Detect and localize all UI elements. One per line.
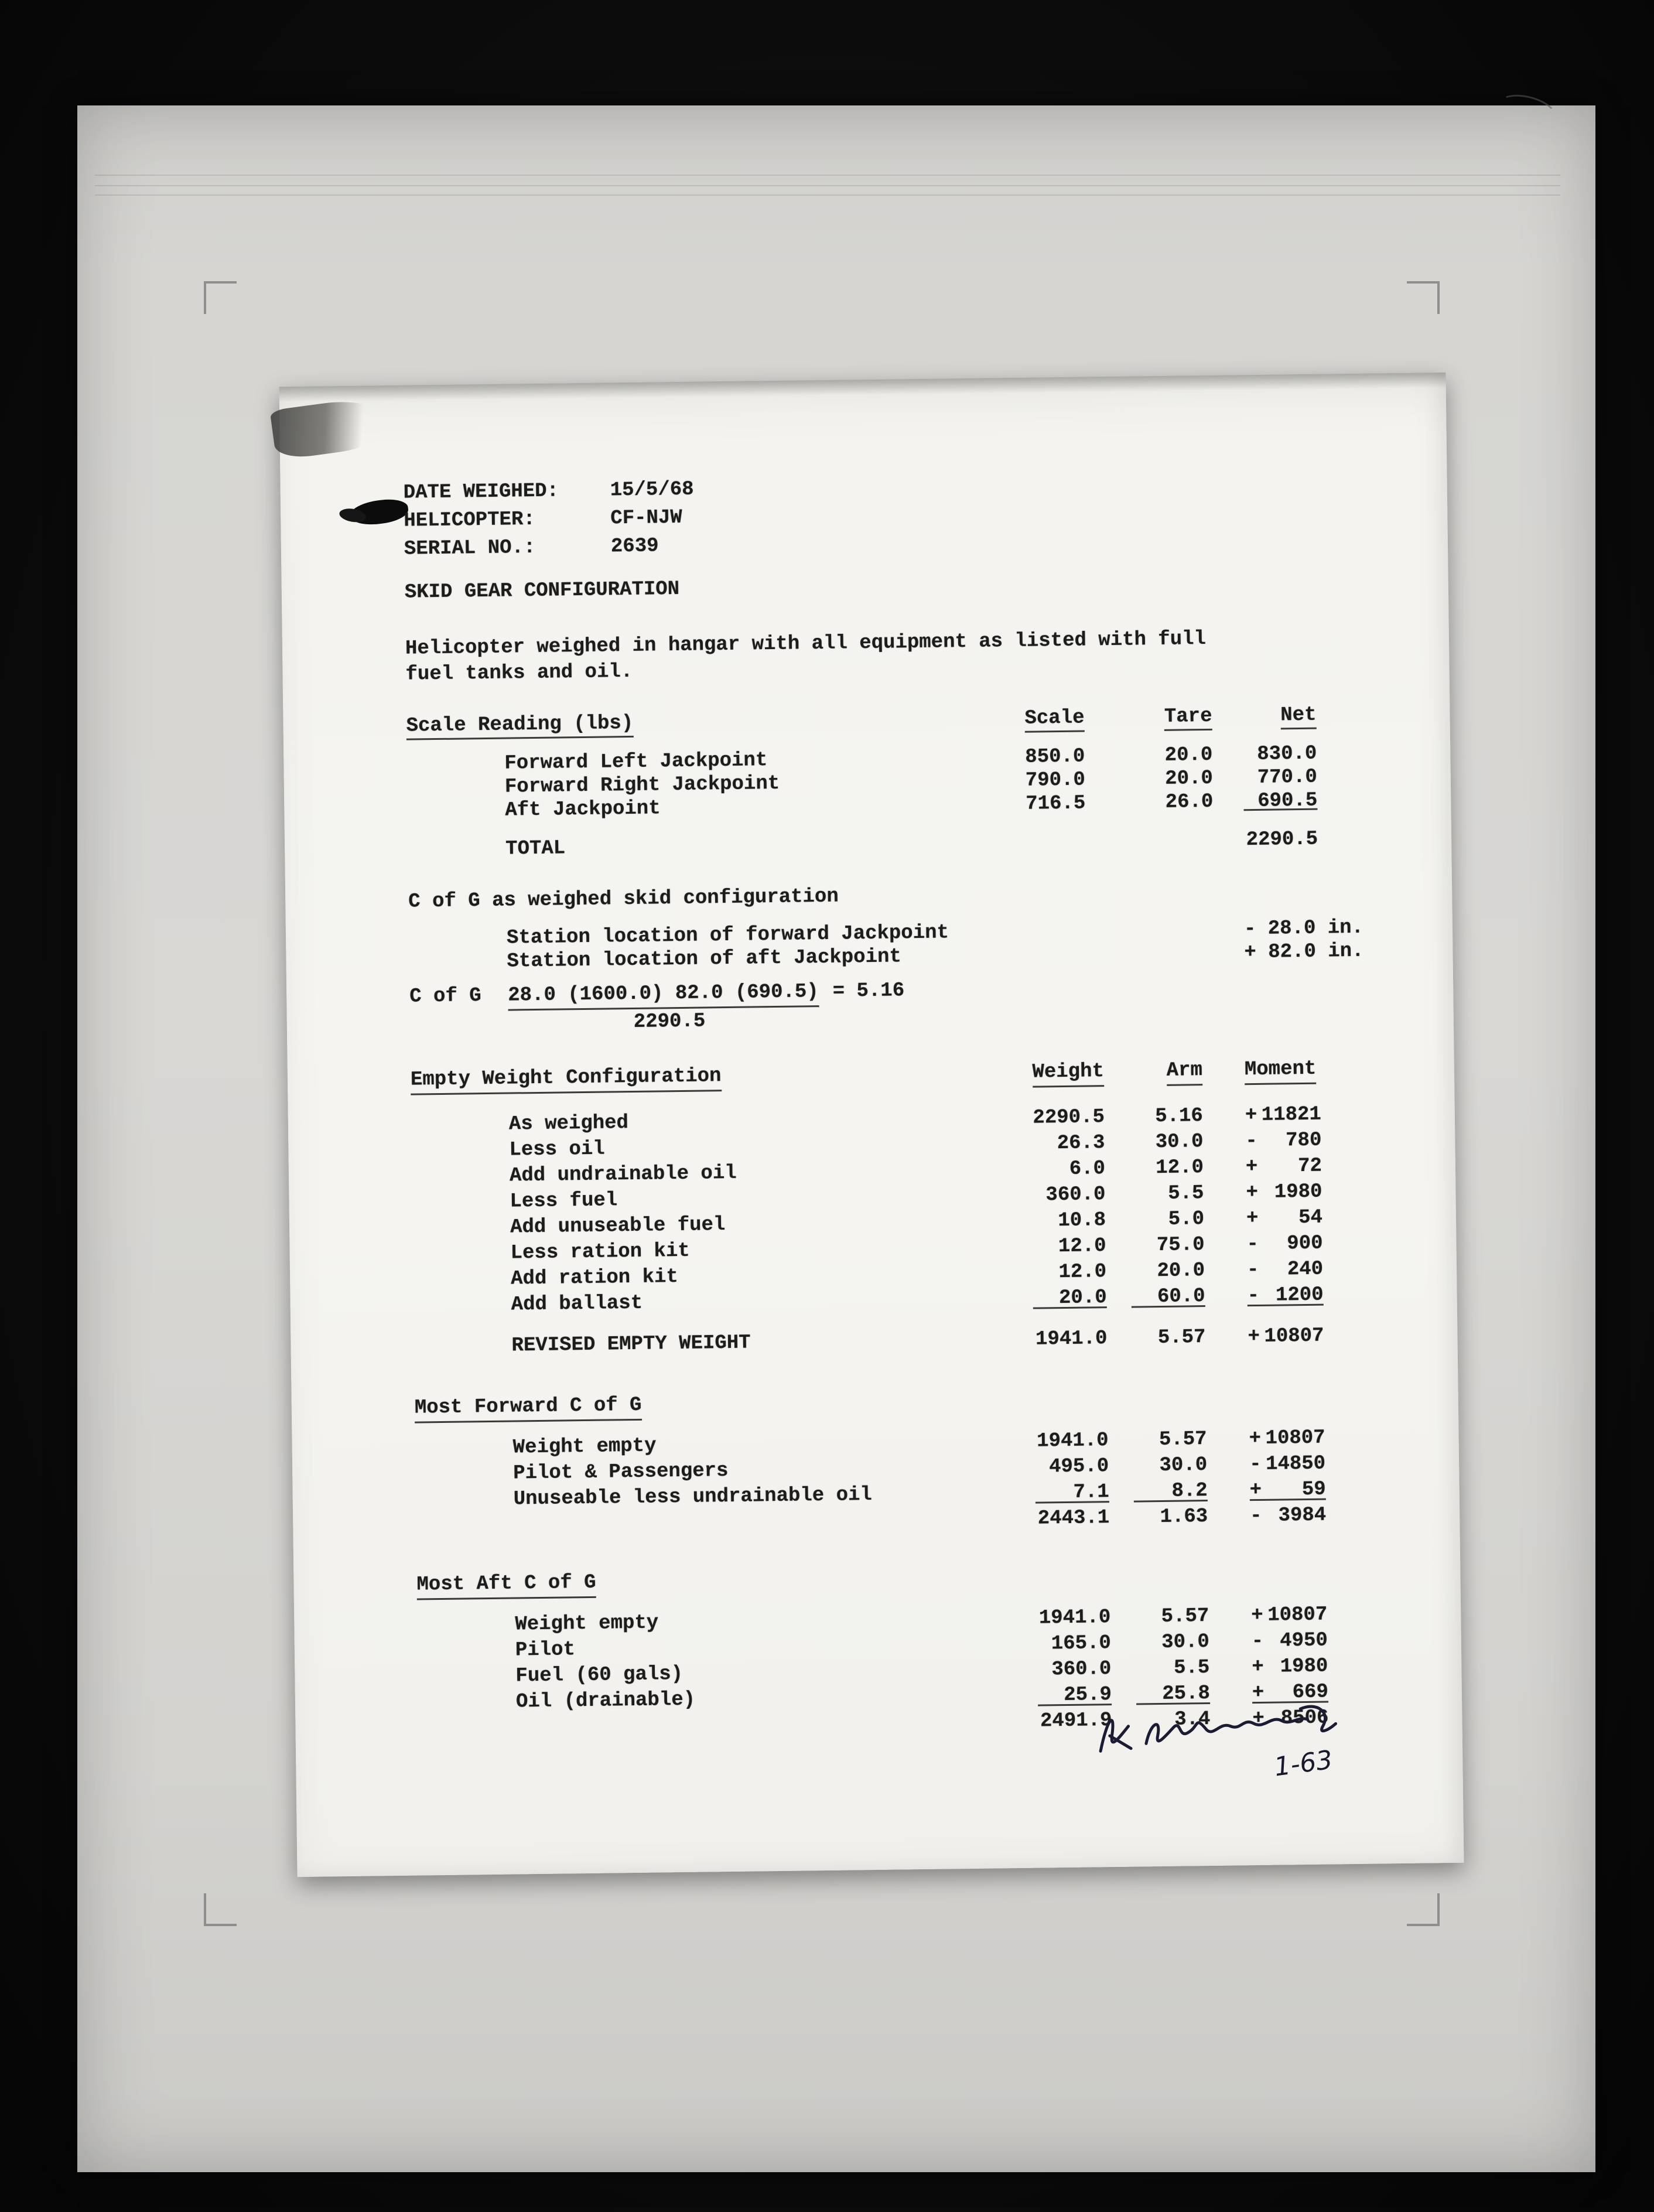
date-weighed-value: 15/5/68 [610,478,694,502]
cell-moment: - 14850 [1249,1452,1326,1476]
cell-weight: 165.0 [1051,1632,1112,1655]
cell-weight: 360.0 [1051,1658,1112,1681]
cell-moment: - 780 [1245,1129,1322,1153]
cell-arm: 20.0 [1157,1259,1205,1283]
column-header-weight: Weight [1004,1059,1105,1088]
row-label: Less ration kit [510,1240,690,1265]
formula-numerator: 28.0 (1600.0) 82.0 (690.5) [508,979,819,1011]
corner-mark-top-right [1407,281,1440,314]
page-title: SKID GEAR CONFIGURATION [404,578,680,604]
row-label: Weight empty [515,1612,659,1636]
cell-weight: 6.0 [1069,1158,1106,1180]
intro-line-2: fuel tanks and oil. [405,660,633,686]
cell-moment: + 72 [1245,1155,1322,1179]
row-label: Add unuseable fuel [510,1214,726,1239]
column-header-moment: Moment [1202,1056,1321,1085]
cell-tare: 26.0 [1165,790,1214,814]
row-label: Forward Right Jackpoint [504,772,780,798]
column-header-tare: Tare [1084,705,1212,732]
empty-weight-header [411,1056,1321,1095]
cell-weight: 2443.1 [1037,1507,1110,1530]
most-aft-heading: Most Aft C of G [416,1561,1327,1600]
cell-weight: 1941.0 [1038,1606,1111,1630]
cofg-section-heading: C of G as weighed skid configuration [408,885,839,913]
most-forward-heading: Most Forward C of G [415,1384,1325,1424]
formula-denominator: 2290.5 [633,1010,706,1033]
cell-net: 690.5 [1213,789,1317,814]
corner-mark-bottom-right [1407,1893,1440,1926]
corner-mark-bottom-left [204,1893,237,1926]
scan-artifact-line [95,194,1560,196]
cell-arm: 75.0 [1156,1234,1205,1257]
row-label: Oil (drainable) [515,1688,696,1713]
most-forward-table [415,1384,1327,1539]
cell-moment: + 1980 [1252,1655,1328,1679]
cell-moment: + 11821 [1245,1103,1322,1127]
cell-tare-empty [1086,829,1214,854]
column-header-arm: Arm [1104,1057,1203,1087]
cell-weight: 25.9 [1012,1682,1112,1709]
cell-moment: - 4950 [1251,1629,1328,1653]
cell-weight: 10.8 [1058,1209,1106,1233]
page-curl-mark [1494,89,1559,132]
document-paper [279,373,1464,1877]
row-label: Pilot & Passengers [512,1460,729,1485]
serial-no-value: 2639 [610,535,659,558]
cell-arm: 5.57 [1157,1326,1206,1350]
cell-moment: + 10807 [1251,1603,1328,1627]
cell-moment: - 240 [1246,1258,1324,1282]
cell-arm: 30.0 [1161,1631,1210,1654]
photocopy-background [77,105,1595,2172]
station-value: - 28.0 in. [1243,916,1364,941]
cell-weight: 1941.0 [1035,1327,1108,1351]
revised-empty-weight-row [414,1323,1324,1360]
row-label: Less oil [509,1138,605,1162]
cell-scale: 850.0 [1025,745,1085,769]
empty-weight-heading: Empty Weight Configuration [411,1060,1005,1095]
cell-arm: 8.2 [1109,1478,1208,1505]
row-label: Less fuel [510,1189,618,1213]
cell-arm: 60.0 [1106,1283,1205,1310]
total-row [408,828,1318,862]
cell-tare: 20.0 [1164,767,1214,790]
formula-label: C of G [409,985,481,1008]
cell-arm: 12.0 [1156,1156,1204,1180]
row-label: Add undrainable oil [509,1162,737,1187]
cell-arm: 5.16 [1155,1105,1204,1128]
row-label: Pilot [515,1638,576,1662]
cell-moment: + 10807 [1249,1426,1325,1450]
cell-arm: 25.8 [1112,1681,1211,1708]
corner-mark-top-left [204,281,237,314]
station-label: Station location of aft Jackpoint [507,945,902,973]
column-header-scale: Scale [990,706,1085,733]
signature-block [1092,1698,1374,1795]
cell-moment: - 1200 [1205,1282,1324,1309]
total-label: TOTAL [505,837,566,861]
cell-arm: 1.63 [1160,1506,1208,1529]
cell-weight: 20.0 [1007,1285,1107,1312]
row-label: Weight empty [512,1435,657,1459]
cell-weight: 495.0 [1048,1455,1109,1479]
date-weighed-label: DATE WEIGHED: [403,480,559,504]
cell-scale-empty [992,830,1086,855]
row-label: As weighed [508,1112,629,1136]
cell-scale: 716.5 [1026,792,1086,815]
cell-weight: 7.1 [1009,1479,1109,1506]
typed-document-content [279,373,1462,1743]
cell-weight: 2290.5 [1033,1106,1105,1129]
row-label: Fuel (60 gals) [515,1663,684,1688]
cell-moment: + 8506 [1252,1706,1329,1730]
cell-moment: - 3984 [1249,1504,1327,1528]
cell-net: 770.0 [1257,766,1318,789]
cell-scale: 790.0 [1025,769,1086,792]
scale-table-header [406,704,1316,740]
station-label: Station location of forward Jackpoint [506,921,949,950]
cell-arm: 5.57 [1159,1428,1207,1452]
cell-moment: + 1980 [1246,1180,1322,1204]
cell-net: 830.0 [1257,742,1317,766]
cell-weight: 1941.0 [1036,1429,1109,1453]
row-label: Add ballast [511,1292,643,1316]
formula-result: = 5.16 [832,979,905,1003]
cell-moment: - 900 [1246,1232,1323,1256]
cell-arm: 30.0 [1155,1131,1204,1154]
cell-moment: + 10807 [1248,1325,1324,1349]
cell-arm: 5.0 [1168,1208,1205,1231]
cell-moment: + 54 [1246,1206,1323,1230]
scale-table-heading: Scale Reading (lbs) [406,707,990,740]
cell-arm: 5.5 [1173,1657,1210,1680]
cell-weight: 12.0 [1058,1261,1107,1284]
station-value: + 82.0 in. [1244,940,1364,964]
signature-date: 1-63 [1272,1745,1335,1783]
cell-tare: 20.0 [1164,743,1213,767]
cell-arm: 5.5 [1168,1182,1204,1205]
cell-weight: 360.0 [1045,1183,1106,1207]
intro-paragraph [405,624,1373,687]
cell-moment: + 669 [1210,1680,1329,1706]
cell-weight: 26.3 [1057,1132,1105,1155]
empty-weight-table [411,1056,1324,1360]
row-label: Aft Jackpoint [505,797,661,822]
cell-weight: 12.0 [1058,1235,1106,1258]
scale-reading-table [406,704,1318,862]
cell-arm: 3.4 [1174,1708,1211,1731]
cell-moment: + 59 [1207,1477,1326,1504]
row-label: Unuseable less undrainable oil [513,1484,873,1511]
scan-artifact-line [95,175,1560,176]
row-label: Forward Left Jackpoint [504,749,768,775]
column-header-net: Net [1212,704,1317,730]
cell-arm: 5.57 [1161,1605,1209,1629]
helicopter-value: CF-NJW [610,506,682,530]
total-net-value: 2290.5 [1246,828,1318,852]
revised-empty-weight-label: REVISED EMPTY WEIGHT [511,1332,751,1357]
row-label: Add ration kit [510,1266,679,1291]
intro-line-1: Helicopter weighed in hangar with all equipment as listed with full [405,627,1207,660]
serial-no-label: SERIAL NO.: [404,536,536,561]
cell-arm: 30.0 [1159,1454,1208,1477]
scan-artifact-line [95,185,1560,186]
cell-weight: 2491.9 [1040,1709,1112,1733]
helicopter-label: HELICOPTER: [404,508,536,532]
